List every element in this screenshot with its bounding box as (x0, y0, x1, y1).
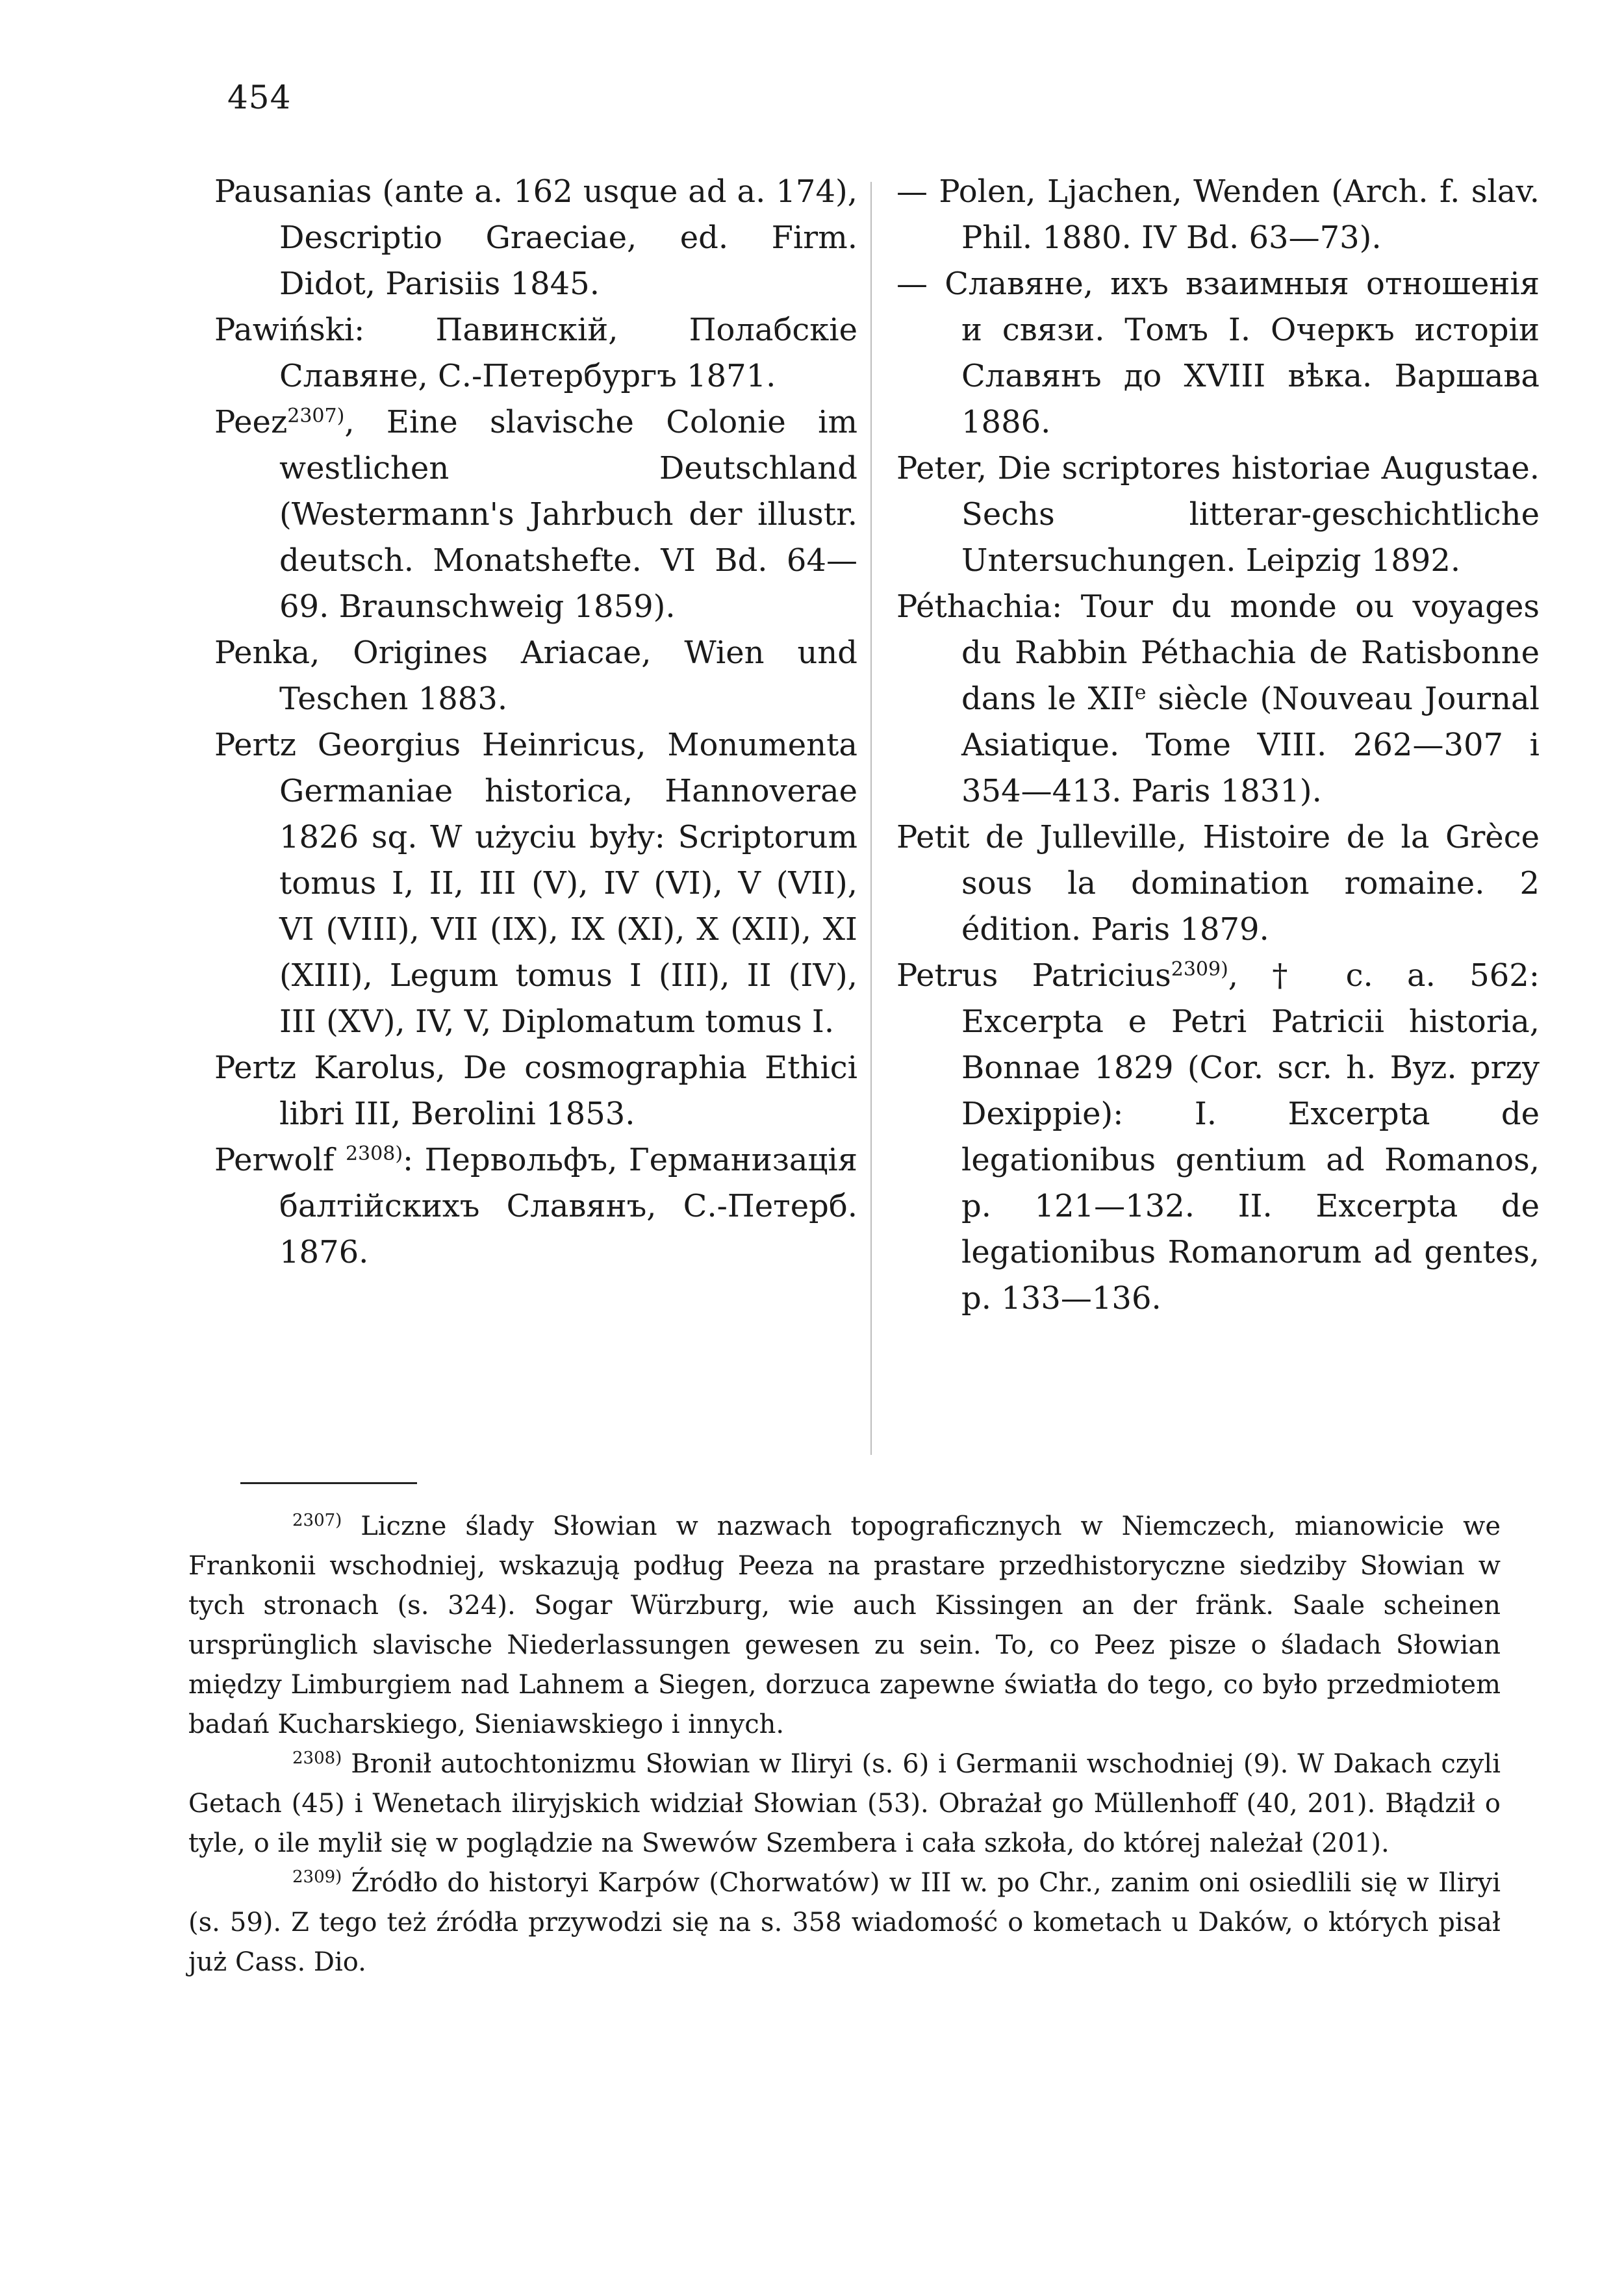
footnote-number: 2307) (292, 1511, 342, 1530)
bibliography-entry-petit (896, 814, 1540, 953)
bibliography-entry-pausanias (214, 169, 857, 307)
bibliography-entry-polen (896, 169, 1540, 261)
footnote-2309 (188, 1863, 1501, 1982)
footnote-separator (240, 1482, 417, 1484)
footnote-number: 2308) (292, 1748, 342, 1768)
footnote-text: Liczne ślady Słowian w nazwach topograficznych w Niemczech, mianowicie we Frankonii wschodniej, wskazują podług Peeza na prastare przedhistoryczne siedziby Słowian w tych stronach (s. 324). Sogar Würzburg, wie auch Kissingen an der fränk. Saale scheinen ursprünglich slavische Niederlassungen gewesen zu sein. To, co Peez pisze o śladach Słowian między Limburgiem nad Lahnem a Siegen, dorzuca zapewne światła do tego, co było przedmiotem badań Kucharskiego, Sieniawskiego i innych. (188, 1511, 1501, 1739)
page-number: 454 (227, 79, 292, 116)
entry-text: Pertz Georgius Heinricus, Monumenta Germaniae historica, Hannoverae 1826 sq. W użyciu były: Scriptorum tomus I, II, III (V), IV (VI), V (VII), VI (VIII), VII (IX), IX (XI), X (XII), XI (XIII), Legum tomus I (III), II (IV), III (XV), IV, V, Diplomatum tomus I. (214, 727, 857, 1040)
footnote-number: 2309) (292, 1867, 342, 1887)
bibliography-entry-petrus-patricius (896, 953, 1540, 1322)
entry-lead: Péthachia: Tour du monde ou voyages du Rabbin Péthachia de Ratisbonne dans le XII (896, 588, 1540, 717)
superscript: e (1134, 681, 1147, 704)
entry-text: siècle (Nouveau Journal Asiatique. Tome VIII. 262—307 i 354—413. Paris 1831). (961, 681, 1540, 809)
entry-text: Petit de Julleville, Histoire de la Grèce sous la domination romaine. 2 édition. Paris 1879. (896, 819, 1540, 948)
footnote-marker: 2309) (1171, 958, 1228, 981)
entry-text: Peter, Die scriptores historiae Augustae. Sechs litterar-geschichtliche Untersuchungen. Leipzig 1892. (896, 450, 1540, 579)
bibliography-columns (214, 169, 1540, 1474)
entry-text: Pawiński: Павинскій, Полабскіе Славяне, С.-Петербургъ 1871. (214, 312, 857, 394)
entry-text: Pertz Karolus, De cosmographia Ethici libri III, Berolini 1853. (214, 1050, 857, 1132)
bibliography-entry-perwolf (214, 1137, 857, 1276)
footnote-marker: 2308) (345, 1142, 403, 1165)
entry-text: Penka, Origines Ariacae, Wien und Teschen 1883. (214, 635, 857, 717)
column-divider (870, 182, 872, 1455)
bibliography-entry-pertz-georgius (214, 722, 857, 1045)
bibliography-entry-peter (896, 446, 1540, 584)
right-column (896, 169, 1540, 1322)
bibliography-entry-pertz-karolus (214, 1045, 857, 1137)
footnote-2307 (188, 1507, 1501, 1745)
footnote-marker: 2307) (287, 405, 345, 427)
bibliography-entry-pawinski (214, 307, 857, 399)
left-column (214, 169, 857, 1276)
entry-text: — Славяне, ихъ взаимныя отношенія и связи. Томъ I. Очеркъ исторіи Славянъ до XVIII вѣка. Варшава 1886. (896, 266, 1540, 440)
footnote-text: Bronił autochtonizmu Słowian w Iliryi (s. 6) i Germanii wschodniej (9). W Dakach czyli Getach (45) i Wenetach iliryjskich widział Słowian (53). Obrażał go Müllenhoff (40, 201). Błądził o tyle, o ile mylił się w poglądzie na Swewów Szembera i cała szkoła, do której należał (201). (188, 1749, 1501, 1858)
bibliography-entry-peez (214, 399, 857, 630)
bibliography-entry-slavyane (896, 261, 1540, 446)
entry-text: Pausanias (ante a. 162 usque ad a. 174), Descriptio Graeciae, ed. Firm. Didot, Parisiis 1845. (214, 173, 857, 302)
entry-lead: Peez (214, 404, 288, 440)
entry-lead: Petrus Patricius (896, 957, 1171, 994)
entry-text: : Первольфъ, Германизація балтійскихъ Славянъ, С.-Петерб. 1876. (279, 1142, 857, 1270)
entry-text: — Polen, Ljachen, Wenden (Arch. f. slav. Phil. 1880. IV Bd. 63—73). (896, 173, 1540, 256)
bibliography-entry-pethachia (896, 584, 1540, 814)
footnote-2308 (188, 1745, 1501, 1863)
entry-text: , Eine slavische Colonie im westlichen Deutschland (Westermann's Jahrbuch der illustr. deutsch. Monatshefte. VI Bd. 64—69. Braunschweig 1859). (279, 404, 857, 625)
entry-text: , † c. a. 562: Excerpta e Petri Patricii historia, Bonnae 1829 (Cor. scr. h. Byz. przy Dexippie): I. Excerpta de legationibus gentium ad Romanos, p. 121—132. II. Excerpta de legationibus Romanorum ad gentes, p. 133—136. (961, 957, 1540, 1317)
entry-lead: Perwolf (214, 1142, 335, 1178)
footnotes (188, 1507, 1501, 1982)
bibliography-entry-penka (214, 630, 857, 722)
footnote-text: Źródło do historyi Karpów (Chorwatów) w III w. po Chr., zanim oni osiedlili się w Iliryi (s. 59). Z tego też źródła przywodzi się na s. 358 wiadomość o kometach u Daków, o których pisał już Cass. Dio. (188, 1868, 1501, 1977)
